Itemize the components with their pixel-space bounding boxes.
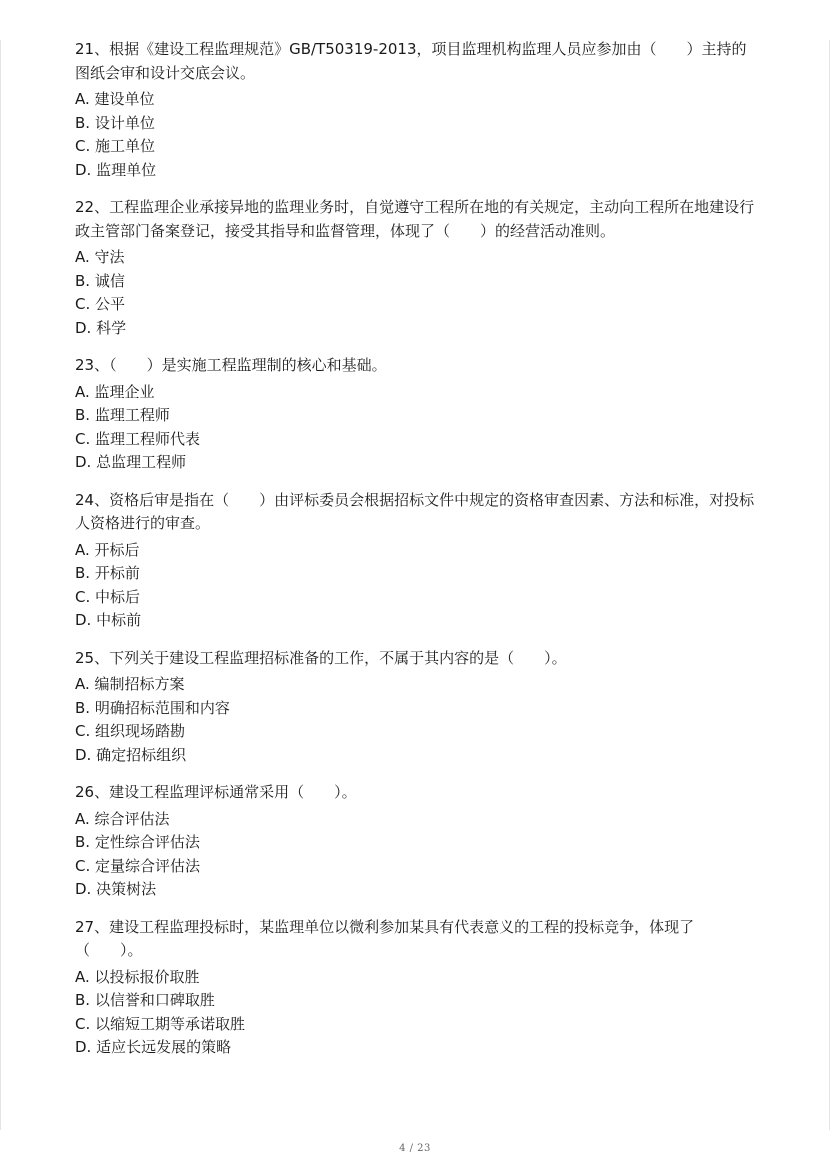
option-d: D. 决策树法	[75, 880, 157, 898]
option-a: A. 以投标报价取胜	[75, 967, 200, 986]
option-c: C. 定量综合评估法	[75, 856, 201, 875]
option-b: B. 监理工程师	[75, 406, 170, 424]
option-b: B. 明确招标范围和内容	[75, 698, 230, 717]
question-25	[75, 647, 755, 768]
option-b: B. 设计单位	[75, 113, 155, 132]
option-d: D. 适应长远发展的策略	[75, 1038, 232, 1056]
question-21	[75, 38, 755, 182]
page-number: 4 / 23	[399, 1143, 431, 1154]
question-stem: 24、资格后审是指在（ ）由评标委员会根据招标文件中规定的资格审查因素、方法和标准，对投标人资格进行的审查。	[75, 490, 755, 532]
question-stem: 27、建设工程监理投标时，某监理单位以微利参加某具有代表意义的工程的投标竞争，体现了（ ）。	[75, 917, 695, 959]
option-a: A. 编制招标方案	[75, 675, 185, 693]
option-b: B. 开标前	[75, 564, 140, 582]
option-c: C. 公平	[75, 295, 126, 313]
question-23	[75, 354, 755, 475]
option-c: C. 施工单位	[75, 137, 156, 155]
question-27	[75, 916, 755, 1060]
option-d: D. 中标前	[75, 611, 142, 629]
option-a: A. 建设单位	[75, 90, 155, 108]
option-b: B. 定性综合评估法	[75, 833, 200, 851]
option-b: B. 以信誉和口碑取胜	[75, 991, 215, 1009]
question-26	[75, 781, 755, 902]
option-b: B. 诚信	[75, 271, 125, 290]
question-stem: 26、建设工程监理评标通常采用（ ）。	[75, 783, 357, 801]
option-a: A. 监理企业	[75, 382, 155, 401]
option-a: A. 开标后	[75, 540, 140, 559]
question-stem: 22、工程监理企业承接异地的监理业务时，自觉遵守工程所在地的有关规定，主动向工程所在地建设行政主管部门备案登记，接受其指导和监督管理，体现了（ ）的经营活动准则。	[75, 198, 755, 240]
option-c: C. 以缩短工期等承诺取胜	[75, 1014, 246, 1033]
question-list	[75, 38, 755, 1074]
question-stem: 21、根据《建设工程监理规范》GB/T50319-2013，项目监理机构监理人员应参加由（ ）主持的图纸会审和设计交底会议。	[75, 40, 747, 82]
option-a: A. 综合评估法	[75, 809, 170, 828]
option-c: C. 组织现场踏勘	[75, 722, 186, 740]
question-stem: 23、（ ）是实施工程监理制的核心和基础。	[75, 356, 387, 374]
page-border-left	[0, 40, 1, 1130]
question-22	[75, 196, 755, 340]
option-d: D. 总监理工程师	[75, 453, 187, 471]
option-d: D. 科学	[75, 318, 127, 337]
question-stem: 25、下列关于建设工程监理招标准备的工作，不属于其内容的是（ ）。	[75, 648, 567, 667]
option-c: C. 监理工程师代表	[75, 429, 201, 448]
option-a: A. 守法	[75, 248, 125, 266]
option-d: D. 监理单位	[75, 160, 157, 179]
question-24	[75, 489, 755, 633]
option-c: C. 中标后	[75, 587, 141, 606]
option-d: D. 确定招标组织	[75, 745, 187, 764]
